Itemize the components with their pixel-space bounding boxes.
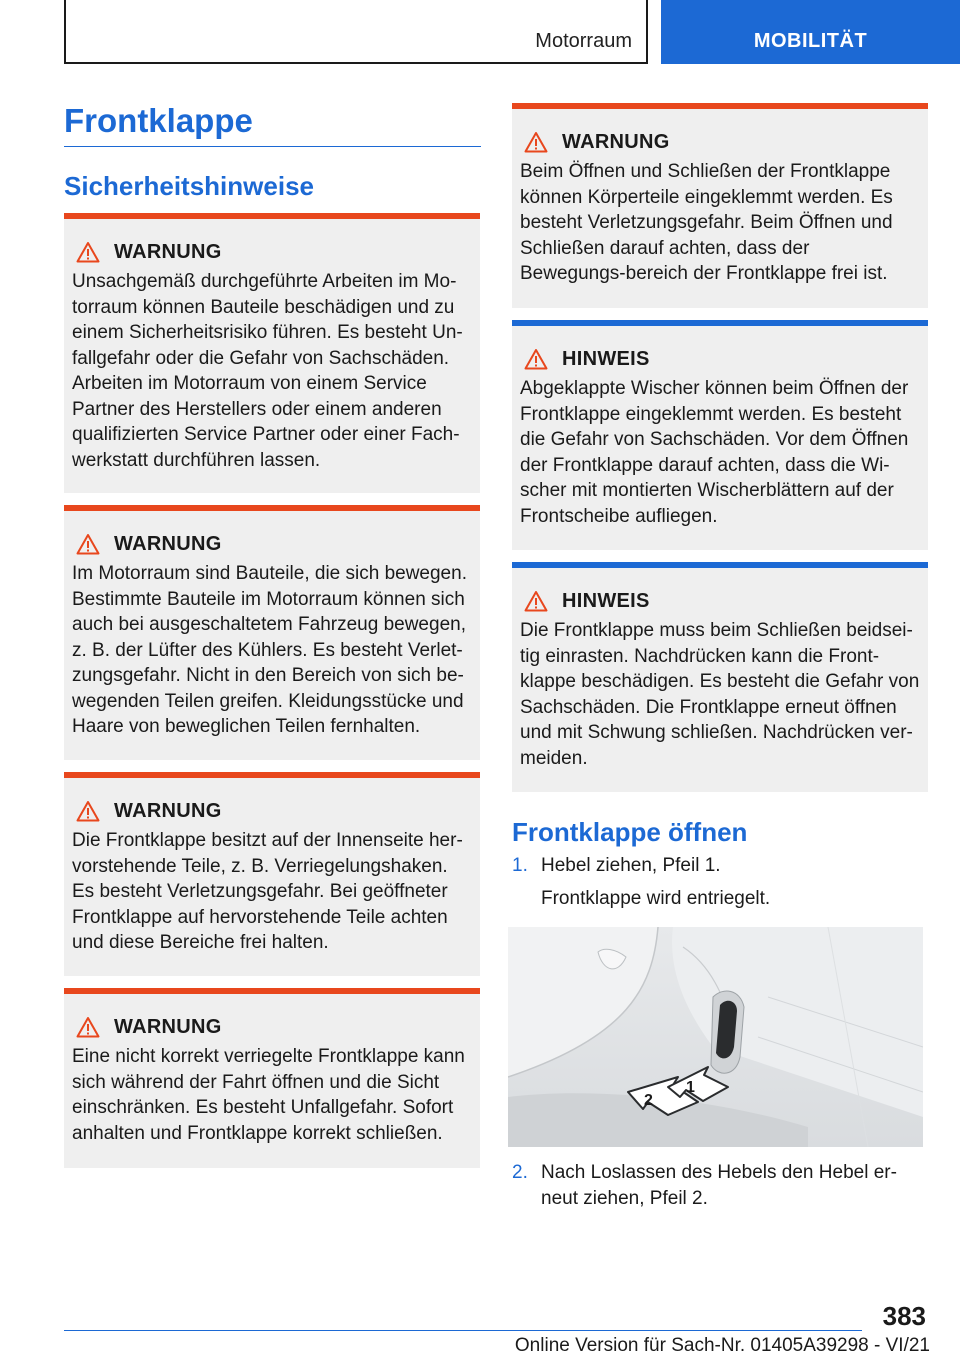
title-divider bbox=[64, 146, 481, 147]
box-label: WARNUNG bbox=[114, 1015, 222, 1038]
step-item bbox=[512, 853, 932, 879]
warning-triangle-icon bbox=[76, 241, 100, 263]
warning-box bbox=[64, 988, 480, 1168]
warning-box bbox=[64, 505, 480, 760]
box-text: Eine nicht korrekt verriegelte Frontklappe kann sich während der Fahrt öffnen und die Sicht einschränken. Es besteht Unfallgefahr. Sofort anhalten und Frontklappe korrekt schließen. bbox=[72, 1046, 465, 1144]
header-section-label: Motorraum bbox=[535, 30, 632, 52]
warning-triangle-icon bbox=[76, 533, 100, 555]
warning-triangle-icon bbox=[524, 131, 548, 153]
step-result: Frontklappe wird entriegelt. bbox=[541, 888, 771, 909]
footer-version: Online Version für Sach-Nr. 01405A39298 - VI/21 bbox=[514, 1335, 930, 1356]
box-text: Beim Öffnen und Schließen der Frontklappe können Körperteile eingeklemmt werden. Es besteht Verletzungsgefahr. Beim Öffnen und Schließen darauf achten, dass der Bewegungs-bereich der Frontklappe frei ist. bbox=[520, 161, 893, 284]
box-title bbox=[72, 533, 472, 555]
box-label: WARNUNG bbox=[114, 799, 222, 822]
box-text: Die Frontklappe muss beim Schließen beidsei-tig einrasten. Nachdrücken kann die Front-klappe beschädigen. Es besteht die Gefahr von Sachschäden. Die Frontklappe erneut öffnen und mit Schwung schließen. Nachdrücken ver-meiden. bbox=[520, 620, 920, 769]
box-text: Die Frontklappe besitzt auf der Innenseite her-vorstehende Teile, z. B. Verriegelungshaken. Es besteht Verletzungsgefahr. Bei geöffneter Frontklappe auf hervorstehende Teile achten und diese Bereiche frei halten. bbox=[72, 830, 463, 953]
warning-box bbox=[512, 103, 928, 308]
notice-box bbox=[512, 320, 928, 550]
notice-box bbox=[512, 562, 928, 792]
step-number: 1. bbox=[512, 855, 528, 876]
figure-label-2: 2 bbox=[644, 1092, 653, 1109]
warning-box bbox=[64, 213, 480, 493]
step-text: Hebel ziehen, Pfeil 1. bbox=[541, 855, 721, 876]
footer-divider bbox=[64, 1330, 862, 1331]
warning-triangle-icon bbox=[76, 800, 100, 822]
box-title bbox=[520, 131, 920, 153]
box-title bbox=[72, 800, 472, 822]
page-title: Frontklappe bbox=[64, 102, 253, 139]
page-number: 383 bbox=[882, 1301, 926, 1331]
section-title: Sicherheitshinweise bbox=[64, 171, 314, 201]
box-label: HINWEIS bbox=[562, 347, 650, 370]
notice-triangle-icon bbox=[524, 590, 548, 612]
warning-box bbox=[64, 772, 480, 976]
step-text: Nach Loslassen des Hebels den Hebel er-neut ziehen, Pfeil 2. bbox=[541, 1162, 897, 1209]
box-label: HINWEIS bbox=[562, 589, 650, 612]
box-label: WARNUNG bbox=[114, 532, 222, 555]
box-text: Unsachgemäß durchgeführte Arbeiten im Mo-torraum können Bauteile beschädigen und zu einem Sicherheitsrisiko führen. Es besteht Un-fallgefahr oder die Gefahr von Sachschäden. Arbeiten im Motorraum von einem Service Partner des Herstellers oder einem anderen qualifizierten Service Partner oder einer Fach-werkstatt durchführen lassen. bbox=[72, 271, 463, 471]
box-title bbox=[520, 590, 920, 612]
box-title bbox=[72, 241, 472, 263]
header-chapter-label: MOBILITÄT bbox=[753, 30, 868, 52]
box-text: Abgeklappte Wischer können beim Öffnen der Frontklappe eingeklemmt werden. Es besteht die Gefahr von Sachschäden. Vor dem Öffnen der Frontklappe darauf achten, dass die Wi-scher mit montierten Wischerblättern auf der Frontscheibe aufliegen. bbox=[520, 378, 909, 527]
header-section-tab bbox=[64, 0, 648, 64]
notice-triangle-icon bbox=[524, 348, 548, 370]
step-item bbox=[512, 1160, 932, 1212]
step-number: 2. bbox=[512, 1162, 528, 1183]
open-section-title: Frontklappe öffnen bbox=[512, 817, 748, 847]
figure-label-1: 1 bbox=[686, 1079, 695, 1096]
header-chapter-tab bbox=[661, 0, 960, 64]
box-label: WARNUNG bbox=[114, 240, 222, 263]
box-title bbox=[520, 348, 920, 370]
box-text: Im Motorraum sind Bauteile, die sich bewegen. Bestimmte Bauteile im Motorraum können sich auch bei ausgeschaltetem Fahrzeug bewegen, z. B. der Lüfter des Kühlers. Es besteht Verlet-zungsgefahr. Nicht in den Bereich von sich be-wegenden Teilen greifen. Kleidungsstücke und Haare von beweglichen Teilen fernhalten. bbox=[72, 563, 467, 737]
warning-triangle-icon bbox=[76, 1016, 100, 1038]
box-title bbox=[72, 1016, 472, 1038]
box-label: WARNUNG bbox=[562, 130, 670, 153]
hood-release-lever-illustration bbox=[508, 927, 923, 1147]
